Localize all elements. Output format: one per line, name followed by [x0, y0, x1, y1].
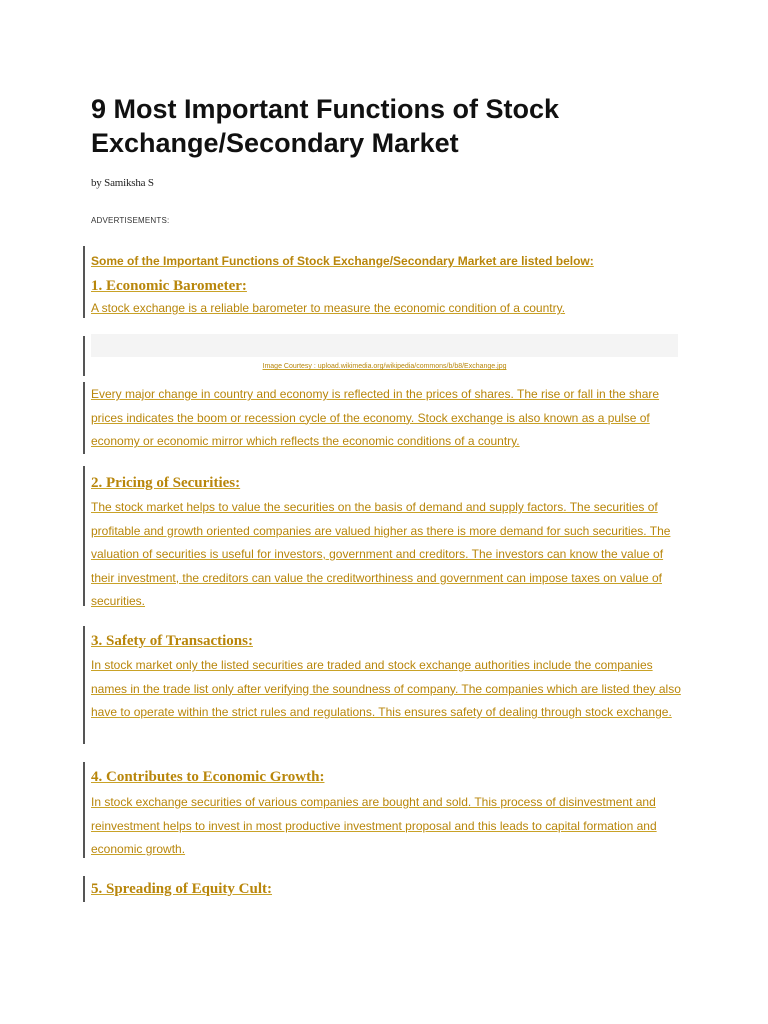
section-paragraph-3-text[interactable]: In stock market only the listed securities are traded and stock exchange authorities include the companies names in the trade list only after verifying the soundness of company. The companies which are listed they also have to operate within the strict rules and regulations. This ensures safety of dealing through stock exchange. [91, 658, 681, 719]
section-paragraph-4-text[interactable]: In stock exchange securities of various companies are bought and sold. This process of disinvestment and reinvestment helps to invest in most productive investment proposal and this leads to capital formation and economic growth. [91, 795, 657, 856]
section-heading-2[interactable] [91, 473, 240, 493]
advertisements-label: ADVERTISEMENTS: [91, 216, 170, 225]
intro-link-text[interactable]: Some of the Important Functions of Stock Exchange/Secondary Market are listed below: [91, 254, 594, 268]
page-title: 9 Most Important Functions of Stock Exchange/Secondary Market [91, 94, 560, 158]
section-heading-3[interactable] [91, 631, 253, 651]
intro-link[interactable] [91, 254, 594, 268]
image-caption-link[interactable]: Image Courtesy : upload.wikimedia.org/wikipedia/commons/b/b8/Exchange.jpg [262, 363, 507, 370]
section-paragraph-3[interactable] [91, 654, 683, 725]
section-paragraph-1a-text[interactable]: A stock exchange is a reliable barometer to measure the economic condition of a country. [91, 301, 566, 315]
section-heading-4[interactable] [91, 767, 324, 787]
section-heading-2-text[interactable]: 2. Pricing of Securities: [91, 475, 241, 491]
section-heading-4-text[interactable]: 4. Contributes to Economic Growth: [91, 769, 325, 785]
section-paragraph-2[interactable] [91, 496, 683, 614]
quote-bar [83, 336, 85, 376]
section-heading-1[interactable] [91, 276, 247, 296]
quote-bar [83, 466, 85, 606]
section-heading-3-text[interactable]: 3. Safety of Transactions: [91, 633, 253, 649]
quote-bar [83, 246, 85, 318]
section-paragraph-1a[interactable] [91, 297, 683, 321]
article-image [91, 334, 678, 357]
quote-bar [83, 626, 85, 744]
section-heading-5[interactable] [91, 879, 272, 899]
section-heading-1-text[interactable]: 1. Economic Barometer: [91, 278, 247, 294]
section-paragraph-1b[interactable] [91, 383, 683, 454]
quote-bar [83, 876, 85, 902]
quote-bar [83, 382, 85, 454]
section-heading-5-text[interactable]: 5. Spreading of Equity Cult: [91, 881, 273, 897]
quote-bar [83, 762, 85, 858]
byline: by Samiksha S [91, 177, 154, 189]
section-paragraph-4[interactable] [91, 791, 683, 862]
section-paragraph-2-text[interactable]: The stock market helps to value the securities on the basis of demand and supply factors. The securities of profitable and growth oriented companies are valued higher as there is more demand for such securities. The valuation of securities is useful for investors, government and creditors. The investors can know the value of their investment, the creditors can value the creditworthiness and government can impose taxes on value of securities. [91, 500, 671, 608]
section-paragraph-1b-text[interactable]: Every major change in country and economy is reflected in the prices of shares. The rise or fall in the share prices indicates the boom or recession cycle of the economy. Stock exchange is also known as a pulse of economy or economic mirror which reflects the economic conditions of a country. [91, 387, 660, 448]
